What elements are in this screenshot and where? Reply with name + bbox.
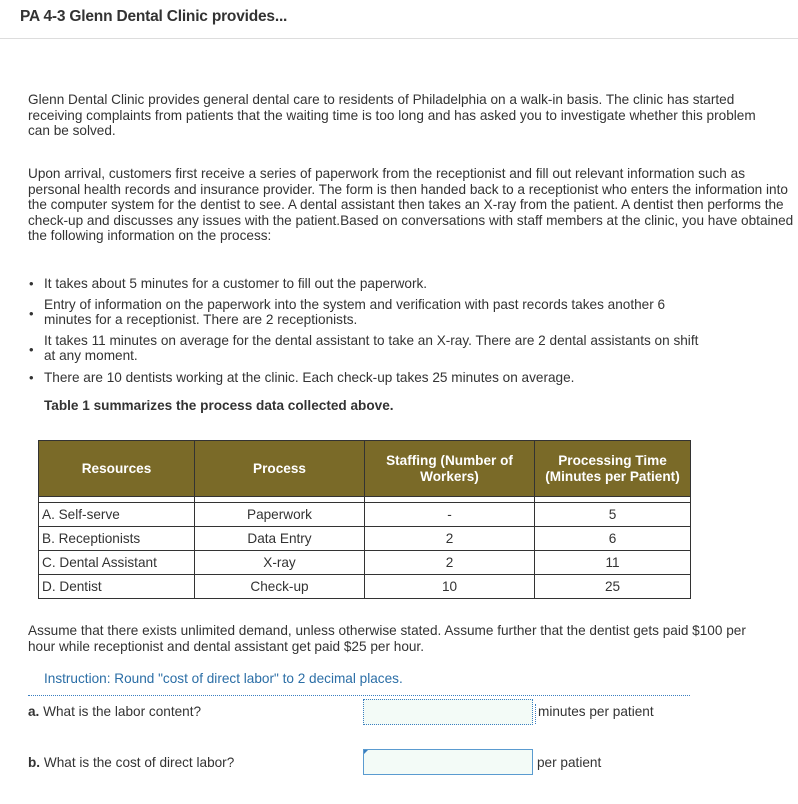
direct-labor-cost-input[interactable] [363,749,533,775]
page-title: PA 4-3 Glenn Dental Clinic provides... [20,8,288,25]
table-cell: 2 [365,551,535,575]
list-item: • It takes 11 minutes on average for the dental assistant to take an X-ray. There are 2 dental assistants on shift at any moment. [29,332,699,364]
labor-content-unit: minutes per patient [535,704,654,724]
table-caption: Table 1 summarizes the process data collected above. [44,398,394,413]
bullet-icon: • [29,305,34,321]
question-a-label: a. What is the labor content? [28,704,202,719]
table-header-processing-time: Processing Time (Minutes per Patient) [535,441,691,497]
table-cell: 6 [535,527,691,551]
list-item: • It takes about 5 minutes for a customer to fill out the paperwork. [29,276,428,291]
table-row [39,551,691,575]
labor-content-input[interactable] [363,699,533,725]
table-row [39,503,691,527]
table-cell: B. Receptionists [39,527,195,551]
table-cell: Check-up [195,575,365,599]
table-header-staffing: Staffing (Number of Workers) [365,441,535,497]
table-cell: 5 [535,503,691,527]
table-cell: X-ray [195,551,365,575]
input-corner-marker-icon [364,750,368,754]
table-cell: - [365,503,535,527]
table-cell: A. Self-serve [39,503,195,527]
rounding-instruction: Instruction: Round "cost of direct labor" to 2 decimal places. [44,671,403,686]
bullet-icon: • [29,341,34,357]
bullet-icon: • [29,369,34,385]
assumptions-paragraph: Assume that there exists unlimited demand, unless otherwise stated. Assume further that the dentist gets paid $100 per hour while receptionist and dental assistant get paid $25 per hour. [28,623,746,654]
table-cell: Data Entry [195,527,365,551]
bullet-icon: • [29,276,34,291]
table-cell: Paperwork [195,503,365,527]
list-item: • There are 10 dentists working at the clinic. Each check-up takes 25 minutes on average. [29,369,575,385]
table-cell: 2 [365,527,535,551]
process-facts-list [28,276,708,386]
table-cell: 10 [365,575,535,599]
intro-paragraph: Glenn Dental Clinic provides general dental care to residents of Philadelphia on a walk-in basis. The clinic has started receiving complaints from patients that the waiting time is too long and has asked you to investigate whether this problem can be solved. [28,92,756,139]
process-data-table [38,440,691,599]
table-row [39,527,691,551]
direct-labor-cost-unit: per patient [537,755,602,770]
process-paragraph: Upon arrival, customers first receive a series of paperwork from the receptionist and fill out relevant information such as personal health records and insurance provider. The form is then handed back to a receptionist who enters the information into the computer system for the dentist to see. A dental assistant then takes an X-ray from the patient. A dentist then performs the check-up and discusses any issues with the patient.Based on conversations with staff members at the clinic, you have obtained the following information on the process: [28,166,794,244]
table-cell: C. Dental Assistant [39,551,195,575]
table-cell: 25 [535,575,691,599]
table-header-process: Process [195,441,365,497]
table-row [39,575,691,599]
table-header-resources: Resources [39,441,195,497]
table-cell: 11 [535,551,691,575]
table-cell: D. Dentist [39,575,195,599]
title-divider [0,38,798,39]
list-item: • Entry of information on the paperwork into the system and verification with past records takes another 6 minutes for a receptionist. There are 2 receptionists. [29,296,666,328]
question-b-label: b. What is the cost of direct labor? [28,755,235,770]
question-divider [28,695,690,696]
